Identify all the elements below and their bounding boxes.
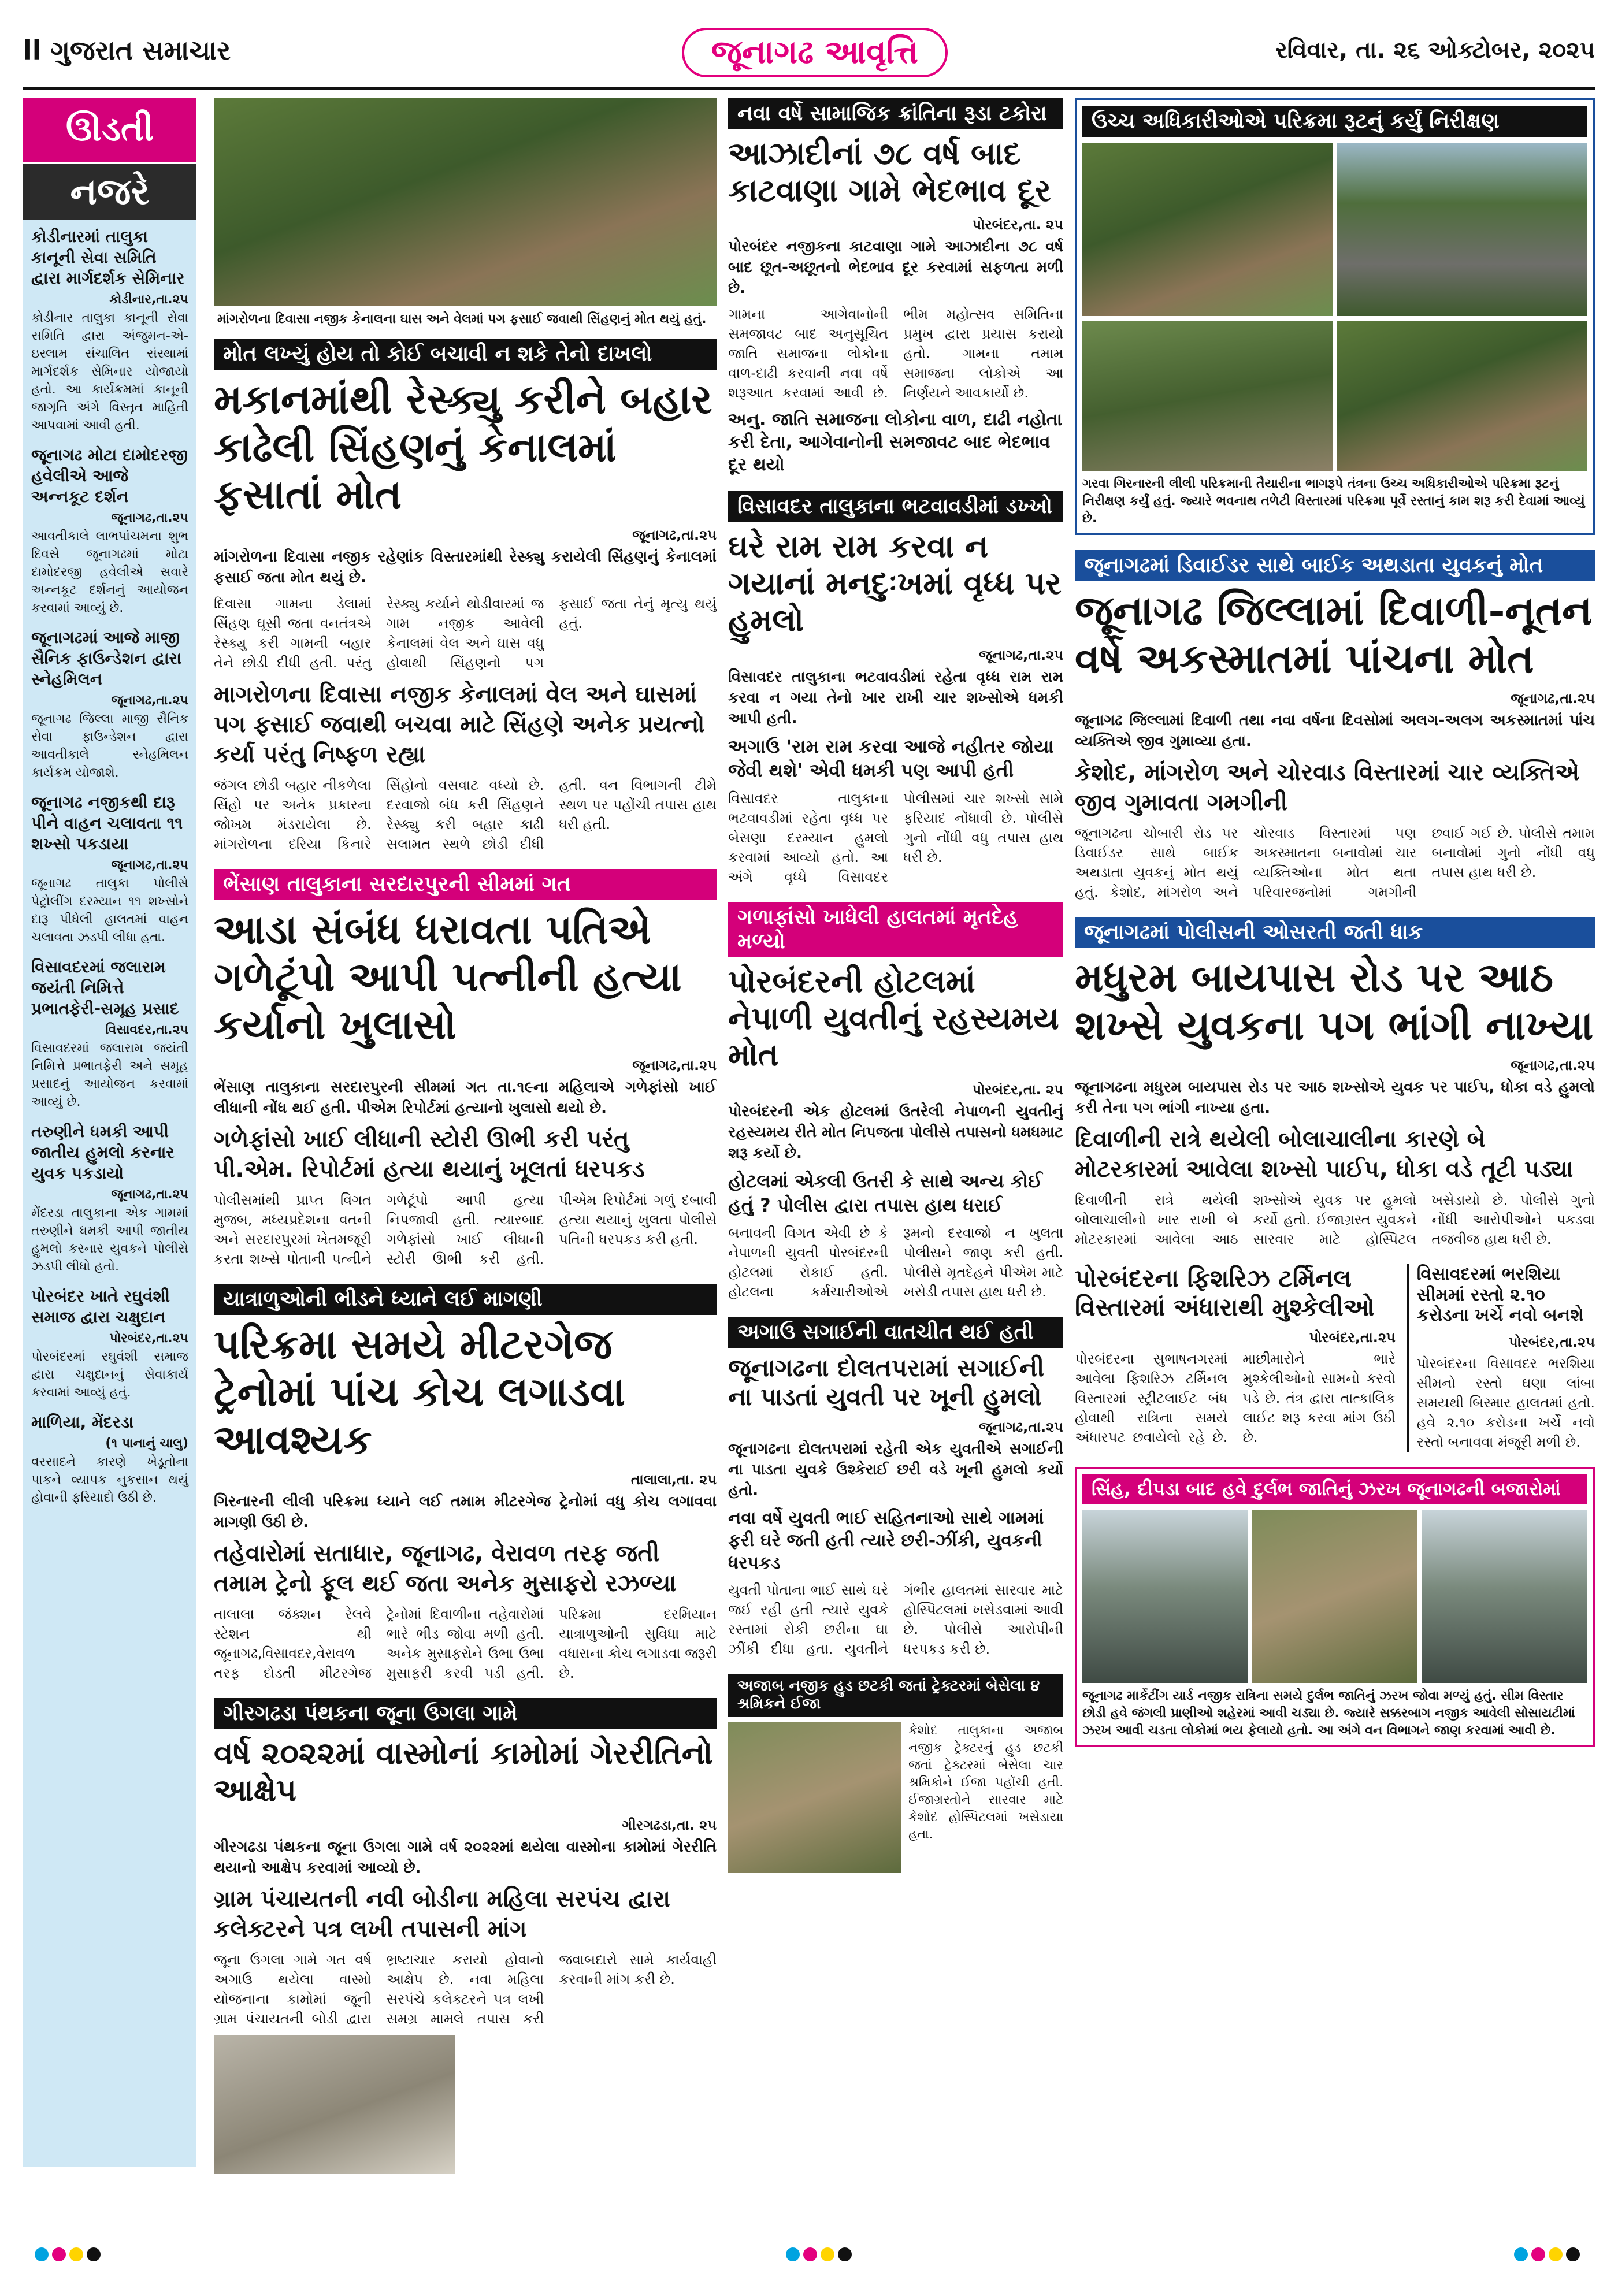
article-body: જૂનાગઢના ચોબારી રોડ પર ડિવાઈડર સાથે બાઈક અથડાતા યુવકનું મોત થયું હતું. કેશોદ, માંગરોળ અને ચોરવાડ વિસ્તારમાં પણ અકસ્માતના બનાવોમાં ચાર વ્યક્તિઓના મોત થતા પરિવારજનોમાં ગમગીની છવાઈ ગઈ છે. પોલીસે તમામ બનાવોમાં ગુનો નોંધી વધુ તપાસ હાથ ધરી છે. bbox=[1075, 825, 1595, 901]
article-trains bbox=[214, 1284, 717, 1684]
sidebar-item-dateline: વિસાવદર,તા.૨૫ bbox=[105, 1023, 188, 1037]
column-main-center bbox=[728, 98, 1063, 2178]
article-road bbox=[1407, 1264, 1595, 1451]
edition-badge: જૂનાગઢ આવૃત્તિ bbox=[682, 28, 948, 77]
sidebar-item-title: જૂનાગઢમાં આજે માજી સૈનિક ફાઉન્ડેશન દ્વારા સ્નેહમિલન bbox=[31, 628, 181, 689]
sidebar-item-title: પોરબંદર ખાતે રઘુવંશી સમાજ દ્વારા ચક્ષુદાન bbox=[31, 1287, 170, 1327]
article-subhead: માગરોળના દિવાસા નજીક કેનાલમાં વેલ અને ઘાસમાં પગ ફસાઈ જવાથી બચવા માટે સિંહણે અનેક પ્રયત્નો કર્યા પરંતુ નિષ્ફળ રહ્યા bbox=[214, 681, 705, 768]
article-subhead: કેશોદ, માંગરોળ અને ચોરવાડ વિસ્તારમાં ચાર વ્યક્તિએ જીવ ગુમાવતા ગમગીની bbox=[1075, 759, 1580, 816]
article-elderly-attack bbox=[728, 491, 1063, 886]
photo-caption: ગરવા ગિરનારની લીલી પરિક્રમાની તૈયારીના ભાગરૂપે તંત્રના ઉચ્ચ અધિકારીઓએ પરિક્રમા રૂટનું નિરીક્ષણ કર્યું હતું. જ્યારે ભવનાથ તળેટી વિસ્તારમાં પરિક્રમા પૂર્વે રસ્તાનું કામ શરૂ કરી દેવામાં આવ્યું છે. bbox=[1082, 477, 1585, 526]
sidebar-item bbox=[23, 1114, 196, 1279]
sidebar-item bbox=[23, 438, 196, 621]
article-body: જૂના ઉગલા ગામે ગત વર્ષ અગાઉ થયેલા વાસ્મો યોજનાના કામોમાં જૂની ગ્રામ પંચાયતની બોડી દ્વારા ભ્રષ્ટાચાર કરાયો હોવાનો આક્ષેપ છે. નવા મહિલા સરપંચે કલેક્ટરને પત્ર લખી સમગ્ર મામલે તપાસ કરી જવાબદારો સામે કાર્યવાહી કરવાની માંગ કરી છે. bbox=[214, 1951, 717, 2027]
article-hyena bbox=[1075, 1467, 1595, 1747]
article-headline: જૂનાગઢ જિલ્લામાં દિવાળી-નૂતન વર્ષે અકસ્માતમાં પાંચના મોત bbox=[1075, 586, 1593, 682]
article-daulatpara bbox=[728, 1317, 1063, 1659]
article-lead: જૂનાગઢ જિલ્લામાં દિવાળી તથા નવા વર્ષના દિવસોમાં અલગ-અલગ અકસ્માતમાં પાંચ વ્યક્તિએ જીવ ગુમાવ્યા હતા. bbox=[1075, 712, 1595, 751]
hyena-street-image bbox=[1422, 1510, 1587, 1683]
article-headline: વિસાવદરમાં ભરશિયા સીમમાં રસ્તો ૨.૧૦ કરોડના ખર્ચે નવો બનશે bbox=[1416, 1264, 1584, 1326]
reg-dot bbox=[35, 2247, 49, 2261]
construction-image bbox=[214, 2035, 455, 2174]
article-kicker: ગીરગઢડા પંથકના જૂના ઉગલા ગામે bbox=[214, 1698, 717, 1729]
article-dateline: ગીરગઢડા,તા. ૨૫ bbox=[622, 1816, 717, 1833]
officials-image bbox=[1337, 321, 1587, 471]
article-lead: જૂનાગઢના મધુરમ બાયપાસ રોડ પર આઠ શખ્સોએ યુવક પર પાઈપ, ધોકા વડે હુમલો કરી તેના પગ ભાંગી નાખ્યા હતા. bbox=[1075, 1079, 1595, 1117]
article-body: કેશોદ તાલુકાના અજાબ નજીક ટ્રેક્ટરનું હુડ છટકી જતાં ટ્રેક્ટરમાં બેસેલા ચાર શ્રમિકોને ઈજા પહોંચી હતી. ઈજાગ્રસ્તોને સારવાર માટે કેશોદ હોસ્પિટલમાં ખસેડાયા હતા. bbox=[908, 1723, 1063, 1842]
article-nepali-death bbox=[728, 902, 1063, 1302]
article-body: પોરબંદરના વિસાવદર ભરશિયા સીમનો રસ્તો ઘણા લાંબા સમયથી બિસ્માર હાલતમાં હતો. હવે ૨.૧૦ કરોડના ખર્ચે નવો રસ્તો બનાવવા મંજૂરી મળી છે. bbox=[1416, 1355, 1595, 1450]
sidebar-item-title: તરુણીને ધમકી આપી જાતીય હુમલો કરનાર યુવક પકડાયો bbox=[31, 1122, 175, 1183]
article-body: દિવાળીની રાત્રે થયેલી બોલાચાલીનો ખાર રાખી બે મોટરકારમાં આવેલા આઠ શખ્સોએ યુવક પર હુમલો કર્યો હતો. ઈજાગ્રસ્ત યુવકને સારવાર માટે હોસ્પિટલ ખસેડાયો છે. પોલીસે ગુનો નોંધી આરોપીઓને પકડવા તજવીજ હાથ ધરી છે. bbox=[1075, 1192, 1595, 1248]
sidebar-item-text: વરસાદને કારણે ખેડૂતોના પાકને વ્યાપક નુકસાન થયું હોવાની ફરિયાદો ઉઠી છે. bbox=[31, 1455, 188, 1505]
sidebar-title-top: ઊડતી bbox=[23, 98, 196, 162]
article-body: વિસાવદર તાલુકાના ભટવાવડીમાં રહેતા વૃધ્ધ પર બેસણા દરમ્યાન હુમલો કરવામાં આવ્યો હતો. આ અંગે વૃધ્ધે વિસાવદર પોલીસમાં ચાર શખ્સો સામે ફરિયાદ નોંધાવી છે. પોલીસે ગુનો નોંધી વધુ તપાસ હાથ ધરી છે. bbox=[728, 790, 1063, 885]
article-body: પોરબંદરના સુભાષનગરમાં આવેલા ફિશરિઝ ટર્મિનલ વિસ્તારમાં સ્ટ્રીટલાઈટ બંધ હોવાથી રાત્રિના સમયે અંધારપટ છવાયેલો રહે છે. માછીમારોને ભારે મુશ્કેલીઓનો સામનો કરવો પડે છે. તંત્ર દ્વારા તાત્કાલિક લાઈટ શરૂ કરવા માંગ ઉઠી છે. bbox=[1075, 1351, 1396, 1446]
sidebar-item-title: જૂનાગઢ નજીકથી દારૂ પીને વાહન ચલાવતા ૧૧ શખ્સો પકડાયા bbox=[31, 793, 183, 853]
reg-dot bbox=[1566, 2247, 1580, 2261]
article-kicker: ભેંસાણ તાલુકાના સરદારપુરની સીમમાં ગત bbox=[214, 869, 717, 900]
article-subhead: તહેવારોમાં સતાધાર, જૂનાગઢ, વેરાવળ તરફ જતી તમામ ટ્રેનો ફૂલ થઈ જતા અનેક મુસાફરો રઝળ્યા bbox=[214, 1540, 677, 1597]
article-lioness bbox=[214, 339, 717, 854]
article-accidents bbox=[1075, 550, 1595, 902]
sidebar-item-dateline: પોરબંદર,તા.૨૫ bbox=[109, 1331, 188, 1346]
article-body: જંગલ છોડી બહાર નીકળેલા સિંહો પર અનેક પ્રકારના જોખમ મંડરાયેલા છે. માંગરોળના દરિયા કિનારે સિંહોનો વસવાટ વધ્યો છે. દરવાજો બંધ કરી સિંહણને રેસ્ક્યુ કરી બહાર કાઢી સલામત સ્થળે છોડી દીધી હતી. વન વિભાગની ટીમે સ્થળ પર પહોંચી તપાસ હાથ ધરી હતી. bbox=[214, 777, 717, 852]
trail-image bbox=[1082, 321, 1333, 471]
construction-photo bbox=[214, 2035, 717, 2174]
accident-image bbox=[728, 1722, 901, 1873]
article-kicker: જૂનાગઢમાં પોલીસની ઓસરતી જતી ધાક bbox=[1075, 917, 1595, 948]
reg-dot bbox=[69, 2247, 83, 2261]
article-kicker: યાત્રાળુઓની ભીડને ધ્યાને લઈ માગણી bbox=[214, 1284, 717, 1315]
article-subhead: ગળેફાંસો ખાઈ લીધાની સ્ટોરી ઊભી કરી પરંતુ પી.એમ. રિપોર્ટમાં હત્યા થયાનું ખૂલતાં ધરપકડ bbox=[214, 1125, 645, 1183]
article-lead: ગીરગઢડા પંથકના જૂના ઉગલા ગામે વર્ષ ૨૦૨૨માં થયેલા વાસ્મોના કામોમાં ગેરરીતિ થયાનો આક્ષેપ કરવામાં આવ્યો છે. bbox=[214, 1838, 717, 1877]
sidebar-item-text: વિસાવદરમાં જલારામ જયંતી નિમિત્તે પ્રભાતફેરી અને સમૂહ પ્રસાદનું આયોજન કરવામાં આવ્યું છે. bbox=[31, 1041, 188, 1109]
article-subhead: અગાઉ 'રામ રામ કરવા આજે નહીતર જોયા જેવી થશે' એવી ધમકી પણ આપી હતી bbox=[728, 735, 1054, 782]
article-lead: જૂનાગઢના દોલતપરામાં રહેતી એક યુવતીએ સગાઈની ના પાડતા યુવકે ઉશ્કેરાઈ છરી વડે ખૂની હુમલો કર્યો હતો. bbox=[728, 1440, 1063, 1500]
sidebar-item-dateline: જૂનાગઢ,તા.૨૫ bbox=[111, 858, 188, 872]
article-vasmo bbox=[214, 1698, 717, 2174]
reg-dot bbox=[803, 2247, 817, 2261]
reg-dot bbox=[52, 2247, 66, 2261]
column-main-right bbox=[1075, 98, 1595, 2178]
column-main-left bbox=[214, 98, 717, 2178]
article-kicker: ઉચ્ચ અધિકારીઓએ પરિક્રમા રૂટનું કર્યું નિરીક્ષણ bbox=[1082, 106, 1587, 137]
photo-caption: માંગરોળના દિવાસા નજીક કેનાલના ઘાસ અને વેલમાં પગ ફસાઈ જવાથી સિંહણનું મોત થયું હતું. bbox=[214, 306, 717, 333]
article-kicker: નવા વર્ષે સામાજિક ક્રાંતિના રૂડા ટકોરા bbox=[728, 98, 1063, 129]
registration-marks bbox=[786, 2247, 855, 2261]
sidebar-item-title: માળિયા, મેંદરડા bbox=[31, 1413, 134, 1432]
sidebar-item-dateline: જૂનાગઢ,તા.૨૫ bbox=[111, 511, 188, 525]
article-subhead: ગ્રામ પંચાયતની નવી બોડીના મહિલા સરપંચ દ્વારા કલેક્ટરને પત્ર લખી તપાસની માંગ bbox=[214, 1885, 670, 1942]
sidebar-item-text: જૂનાગઢ જિલ્લા માજી સૈનિક સેવા ફાઉન્ડેશન દ્વારા આવતીકાલે સ્નેહમિલન કાર્યક્રમ યોજાશે. bbox=[31, 712, 188, 780]
article-kicker: જૂનાગઢમાં ડિવાઈડર સાથે બાઈક અથડાતા યુવકનું મોત bbox=[1075, 550, 1595, 581]
article-headline: પરિક્રમા સમયે મીટરગેજ ટ્રેનોમાં પાંચ કોચ લગાડવા આવશ્યક bbox=[214, 1320, 625, 1463]
sidebar-item-text: આવતીકાલે લાભપાંચમના શુભ દિવસે જૂનાગઢમાં મોટા દામોદરજી હવેલીએ સવારે અન્નકૂટ દર્શનનું આયોજન કરવામાં આવ્યું છે. bbox=[31, 529, 188, 615]
sidebar-briefs bbox=[23, 98, 196, 2167]
sidebar-item-dateline: કોડીનાર,તા.૨૫ bbox=[109, 292, 188, 307]
sidebar-item-text: કોડીનાર તાલુકા કાનૂની સેવા સમિતિ દ્વારા અંજુમન-એ-ઇસ્લામ સંચાલિત સંસ્થામાં માર્ગદર્શક સેમિનાર યોજાયો હતો. આ કાર્યક્રમમાં કાનૂની જાગૃતિ અંગે વિસ્તૃત માહિતી આપવામાં આવી હતી. bbox=[31, 311, 188, 433]
reg-dot bbox=[87, 2247, 101, 2261]
article-body: દિવાસા ગામના ડેલામાં સિંહણ ઘૂસી જતા વનતંત્રએ રેસ્ક્યુ કરી ગામની બહાર તેને છોડી દીધી હતી. પરંતુ રેસ્ક્યુ કર્યાને થોડીવારમાં જ ગામ નજીક આવેલી કેનાલમાં વેલ અને ઘાસ વધુ હોવાથી સિંહણનો પગ ફસાઈ જતા તેનું મૃત્યુ થયું હતું. bbox=[214, 595, 717, 671]
article-dateline: જૂનાગઢ,તા.૨૫ bbox=[979, 1419, 1063, 1436]
masthead bbox=[23, 23, 1595, 88]
sidebar-item bbox=[23, 1405, 196, 1510]
article-kicker: અજાબ નજીક હુડ છટકી જતાં ટ્રેક્ટરમાં બેસેલા ૪ શ્રમિકને ઈજા bbox=[728, 1674, 1063, 1717]
article-lead: વિસાવદર તાલુકાના ભટવાવડીમાં રહેતા વૃધ્ધ રામ રામ કરવા ન ગયા તેનો ખાર રાખી ચાર શખ્સોએ ધમકી આપી હતી. bbox=[728, 668, 1063, 727]
article-headline: મકાનમાંથી રેસ્ક્યુ કરીને બહાર કાઢેલી સિંહણનું કેનાલમાં ફસાતાં મોત bbox=[214, 375, 712, 519]
article-dateline: જૂનાગઢ,તા.૨૫ bbox=[1511, 690, 1595, 707]
article-fisheries bbox=[1075, 1264, 1396, 1451]
sidebar-item bbox=[23, 950, 196, 1114]
article-parikrama-inspection bbox=[1075, 98, 1595, 535]
article-subhead: નવા વર્ષે યુવતી ભાઈ સહિતનાઓ સાથે ગામમાં ફરી ઘરે જતી હતી ત્યારે છરી-ઝીંકી, યુવકની ધરપકડ bbox=[728, 1508, 1044, 1574]
article-dateline: જૂનાગઢ,તા.૨૫ bbox=[979, 647, 1063, 663]
sidebar-item-dateline: જૂનાગઢ,તા.૨૫ bbox=[111, 693, 188, 708]
hyena-image bbox=[1252, 1510, 1417, 1683]
article-lead: ગિરનારની લીલી પરિક્રમા ધ્યાને લઈ તમામ મીટરગેજ ટ્રેનોમાં વધુ કોચ લગાવવા માગણી ઉઠી છે. bbox=[214, 1493, 717, 1532]
issue-date: રવિવાર, તા. ૨૬ ઓક્ટોબર, ૨૦૨૫ bbox=[1275, 37, 1595, 64]
article-headline: પોરબંદરના ફિશરિઝ ટર્મિનલ વિસ્તારમાં અંધારાથી મુશ્કેલીઓ bbox=[1075, 1264, 1375, 1321]
sidebar-item-dateline: (૧ પાનાનું ચાલુ) bbox=[105, 1436, 188, 1451]
road-work-image bbox=[1337, 143, 1587, 316]
sidebar-item-title: વિસાવદરમાં જલારામ જયંતી નિમિત્તે પ્રભાતફેરી-સમૂહ પ્રસાદ bbox=[31, 957, 179, 1018]
article-lead: પોરબંદરની એક હોટલમાં ઉતરેલી નેપાળની યુવતીનું રહસ્યમય રીતે મોત નિપજતા પોલીસે તપાસનો ધમધમાટ શરૂ કર્યો છે. bbox=[728, 1102, 1063, 1162]
article-headline: પોરબંદરની હોટલમાં નેપાળી યુવતીનું રહસ્યમય મોત bbox=[728, 962, 1059, 1073]
article-kicker: સિંહ, દીપડા બાદ હવે દુર્લભ જાતિનું ઝરખ જૂનાગઢની બજારોમાં bbox=[1082, 1474, 1587, 1504]
lioness-photo bbox=[214, 98, 717, 333]
sidebar-item bbox=[23, 785, 196, 950]
article-lead: પોરબંદર નજીકના કાટવાણા ગામે આઝાદીના ૭૮ વર્ષ બાદ છૂત-અછૂતનો ભેદભાવ દૂર કરવામાં સફળતા મળી છે. bbox=[728, 238, 1063, 298]
article-kicker: મોત લખ્યું હોય તો કોઈ બચાવી ન શકે તેનો દાખલો bbox=[214, 339, 717, 370]
article-body: તાલાલા જંક્શન રેલવે સ્ટેશન થી જૂનાગઢ,વિસાવદર,વેરાવળ તરફ દોડતી મીટરગેજ ટ્રેનોમાં દિવાળીના તહેવારોમાં ભારે ભીડ જોવા મળી હતી. અનેક મુસાફરોને ઉભા ઉભા મુસાફરી કરવી પડી હતી. પરિક્રમા દરમિયાન યાત્રાળુઓની સુવિધા માટે વધારાના કોચ લગાડવા જરૂરી છે. bbox=[214, 1606, 717, 1682]
article-kicker: વિસાવદર તાલુકાના ભટવાવડીમાં ડખ્ખો bbox=[728, 491, 1063, 522]
article-headline: આઝાદીનાં ૭૮ વર્ષ બાદ કાટવાણા ગામે ભેદભાવ દૂર bbox=[728, 135, 1051, 209]
reg-dot bbox=[1531, 2247, 1545, 2261]
article-kicker: ગળાફાંસો ખાધેલી હાલતમાં મૃતદેહ મળ્યો bbox=[728, 902, 1063, 957]
photo-caption: જૂનાગઢ માર્કેટીંગ યાર્ડ નજીક રાત્રિના સમયે દુર્લભ જાતિનું ઝરખ જોવા મળ્યું હતું. સીમ વિસ્તાર છોડી હવે જંગલી પ્રાણીઓ શહેરમાં આવી ચડ્યા છે. જ્યારે સક્કરબાગ નજીક આવેલી સોસાયટીમાં ઝરખ આવી ચડતા લોકોમાં ભય ફેલાયો હતો. આ અંગે વન વિભાગને જાણ કરવામાં આવી છે. bbox=[1082, 1688, 1575, 1738]
reg-dot bbox=[821, 2247, 834, 2261]
article-kicker: અગાઉ સગાઈની વાતચીત થઈ હતી bbox=[728, 1317, 1063, 1348]
article-subhead: દિવાળીની રાત્રે થયેલી બોલાચાલીના કારણે બે મોટરકારમાં આવેલા શખ્સો પાઈપ, ધોકા વડે તૂટી પડ્યા bbox=[1075, 1126, 1574, 1183]
article-dateline: પોરબંદર,તા.૨૫ bbox=[1509, 1333, 1595, 1350]
reg-dot bbox=[1514, 2247, 1528, 2261]
sidebar-item bbox=[23, 220, 196, 438]
sidebar-item-title: કોડીનારમાં તાલુકા કાનૂની સેવા સમિતિ દ્વારા માર્ગદર્શક સેમિનાર bbox=[31, 227, 185, 288]
sidebar-item bbox=[23, 1279, 196, 1405]
article-lead: ભેંસાણ તાલુકાના સરદારપુરની સીમમાં ગત તા.૧૯ના મહિલાએ ગળેફાંસો ખાઈ લીધાની નોંધ થઈ હતી. પીએમ રિપોર્ટમાં હત્યાનો ખુલાસો થયો છે. bbox=[214, 1078, 717, 1117]
registration-marks bbox=[1514, 2247, 1583, 2261]
article-body: ગામના આગેવાનોની સમજાવટ બાદ અનુસૂચિત જાતિ સમાજના લોકોના વાળ-દાઢી કરવાની નવા વર્ષે શરૂઆત કરવામાં આવી છે. ભીમ મહોત્સવ સમિતિના પ્રમુખ દ્વારા પ્રયાસ કરાયો હતો. ગામના તમામ સમાજના લોકોએ આ નિર્ણયને આવકાર્યો છે. bbox=[728, 306, 1063, 402]
reg-dot bbox=[1549, 2247, 1563, 2261]
paper-name: ll ગુજરાત સમાચાર bbox=[23, 35, 231, 66]
reg-dot bbox=[786, 2247, 800, 2261]
article-headline: ઘરે રામ રામ કરવા ન ગયાનાં મનદુઃખમાં વૃધ્ધ પર હુમલો bbox=[728, 527, 1062, 638]
article-dateline: જૂનાગઢ,તા.૨૫ bbox=[632, 526, 717, 543]
sidebar-title-bottom: નજરે bbox=[23, 162, 196, 220]
article-headline: આડા સંબંધ ધરાવતા પતિએ ગળેટૂંપો આપી પત્નીની હત્યા કર્યાનો ખુલાસો bbox=[214, 905, 682, 1049]
sidebar-item-text: પોરબંદરમાં રઘુવંશી સમાજ દ્વારા ચક્ષુદાનનું સેવાકાર્ય કરવામાં આવ્યું હતું. bbox=[31, 1350, 188, 1400]
article-katvana bbox=[728, 98, 1063, 476]
article-madhuram-bypass bbox=[1075, 917, 1595, 1249]
article-dateline: જૂનાગઢ,તા.૨૫ bbox=[632, 1057, 717, 1073]
article-headline: મધુરમ બાયપાસ રોડ પર આઠ શખ્સે યુવકના પગ ભાંગી નાખ્યા bbox=[1075, 953, 1594, 1049]
article-dateline: પોરબંદર,તા. ૨૫ bbox=[972, 217, 1063, 233]
article-dateline: જૂનાગઢ,તા.૨૫ bbox=[1511, 1057, 1595, 1074]
registration-marks bbox=[35, 2247, 104, 2261]
article-headline: જૂનાગઢના દોલતપરામાં સગાઈની ના પાડતાં યુવતી પર ખૂની હુમલો bbox=[728, 1354, 1045, 1411]
article-murder bbox=[214, 869, 717, 1269]
article-dateline: તાલાલા,તા. ૨૫ bbox=[630, 1472, 717, 1488]
reg-dot bbox=[838, 2247, 852, 2261]
article-body: પોલીસમાંથી પ્રાપ્ત વિગત મુજબ, મધ્યપ્રદેશના વતની અને સરદારપુરમાં ખેતમજૂરી કરતા શખ્સે પોતાની પત્નીને ગળેટૂંપો આપી હત્યા નિપજાવી હતી. ત્યારબાદ ગળેફાંસો ખાઈ લીધાની સ્ટોરી ઊભી કરી હતી. પીએમ રિપોર્ટમાં ગળું દબાવી હત્યા થયાનું ખુલતા પોલીસે પતિની ધરપકડ કરી હતી. bbox=[214, 1191, 717, 1267]
sidebar-item-title: જૂનાગઢ મોટા દામોદરજી હવેલીએ આજે અન્નકૂટ દર્શન bbox=[31, 445, 188, 506]
article-subhead: હોટલમાં એકલી ઉતરી કે સાથે અન્ય કોઈ હતું ? પોલીસ દ્વારા તપાસ હાથ ધરાઈ bbox=[728, 1169, 1042, 1216]
sidebar-item-text: મેંદરડા તાલુકાના એક ગામમાં તરુણીને ધમકી આપી જાતીય હુમલો કરનાર યુવકને પોલીસે ઝડપી લીધો હતો. bbox=[31, 1206, 188, 1274]
article-dateline: પોરબંદર,તા. ૨૫ bbox=[972, 1081, 1063, 1098]
inspection-image bbox=[1082, 143, 1333, 316]
article-body: યુવતી પોતાના ભાઈ સાથે ઘરે જઈ રહી હતી ત્યારે યુવકે રસ્તામાં રોકી છરીના ઘા ઝીંકી દીધા હતા. યુવતીને ગંભીર હાલતમાં સારવાર માટે હોસ્પિટલમાં ખસેડવામાં આવી છે. પોલીસે આરોપીની ધરપકડ કરી છે. bbox=[728, 1582, 1063, 1658]
sidebar-item bbox=[23, 621, 196, 785]
lioness-image bbox=[214, 98, 717, 306]
article-headline: વર્ષ ૨૦૨૨માં વાસ્મોનાં કામોમાં ગેરરીતિનો આક્ષેપ bbox=[214, 1734, 713, 1809]
article-lead: માંગરોળના દિવાસા નજીક રહેણાંક વિસ્તારમાંથી રેસ્ક્યુ કરાયેલી સિંહણનું કેનાલમાં ફસાઈ જતા મોત થયું છે. bbox=[214, 548, 717, 586]
masthead-rule bbox=[23, 87, 1595, 90]
article-dateline: પોરબંદર,તા.૨૫ bbox=[1309, 1329, 1396, 1346]
sidebar-item-dateline: જૂનાગઢ,તા.૨૫ bbox=[111, 1187, 188, 1202]
street-image bbox=[1082, 1510, 1248, 1683]
article-subhead: અનુ. જાતિ સમાજના લોકોના વાળ, દાઢી નહોતા કરી દેતા, આગેવાનોની સમજાવટ બાદ ભેદભાવ દૂર થયો bbox=[728, 410, 1063, 475]
article-body: બનાવની વિગત એવી છે કે નેપાળની યુવતી પોરબંદરની હોટલમાં રોકાઈ હતી. હોટલના કર્મચારીઓએ રૂમનો દરવાજો ન ખુલતા પોલીસને જાણ કરી હતી. પોલીસે મૃતદેહને પીએમ માટે ખસેડી તપાસ હાથ ધરી છે. bbox=[728, 1225, 1063, 1301]
sidebar-item-text: જૂનાગઢ તાલુકા પોલીસે પેટ્રોલીંગ દરમ્યાન ૧૧ શખ્સોને દારૂ પીધેલી હાલતમાં વાહન ચલાવતા ઝડપી લીધા હતા. bbox=[31, 876, 188, 945]
article-tractor bbox=[728, 1674, 1063, 1873]
